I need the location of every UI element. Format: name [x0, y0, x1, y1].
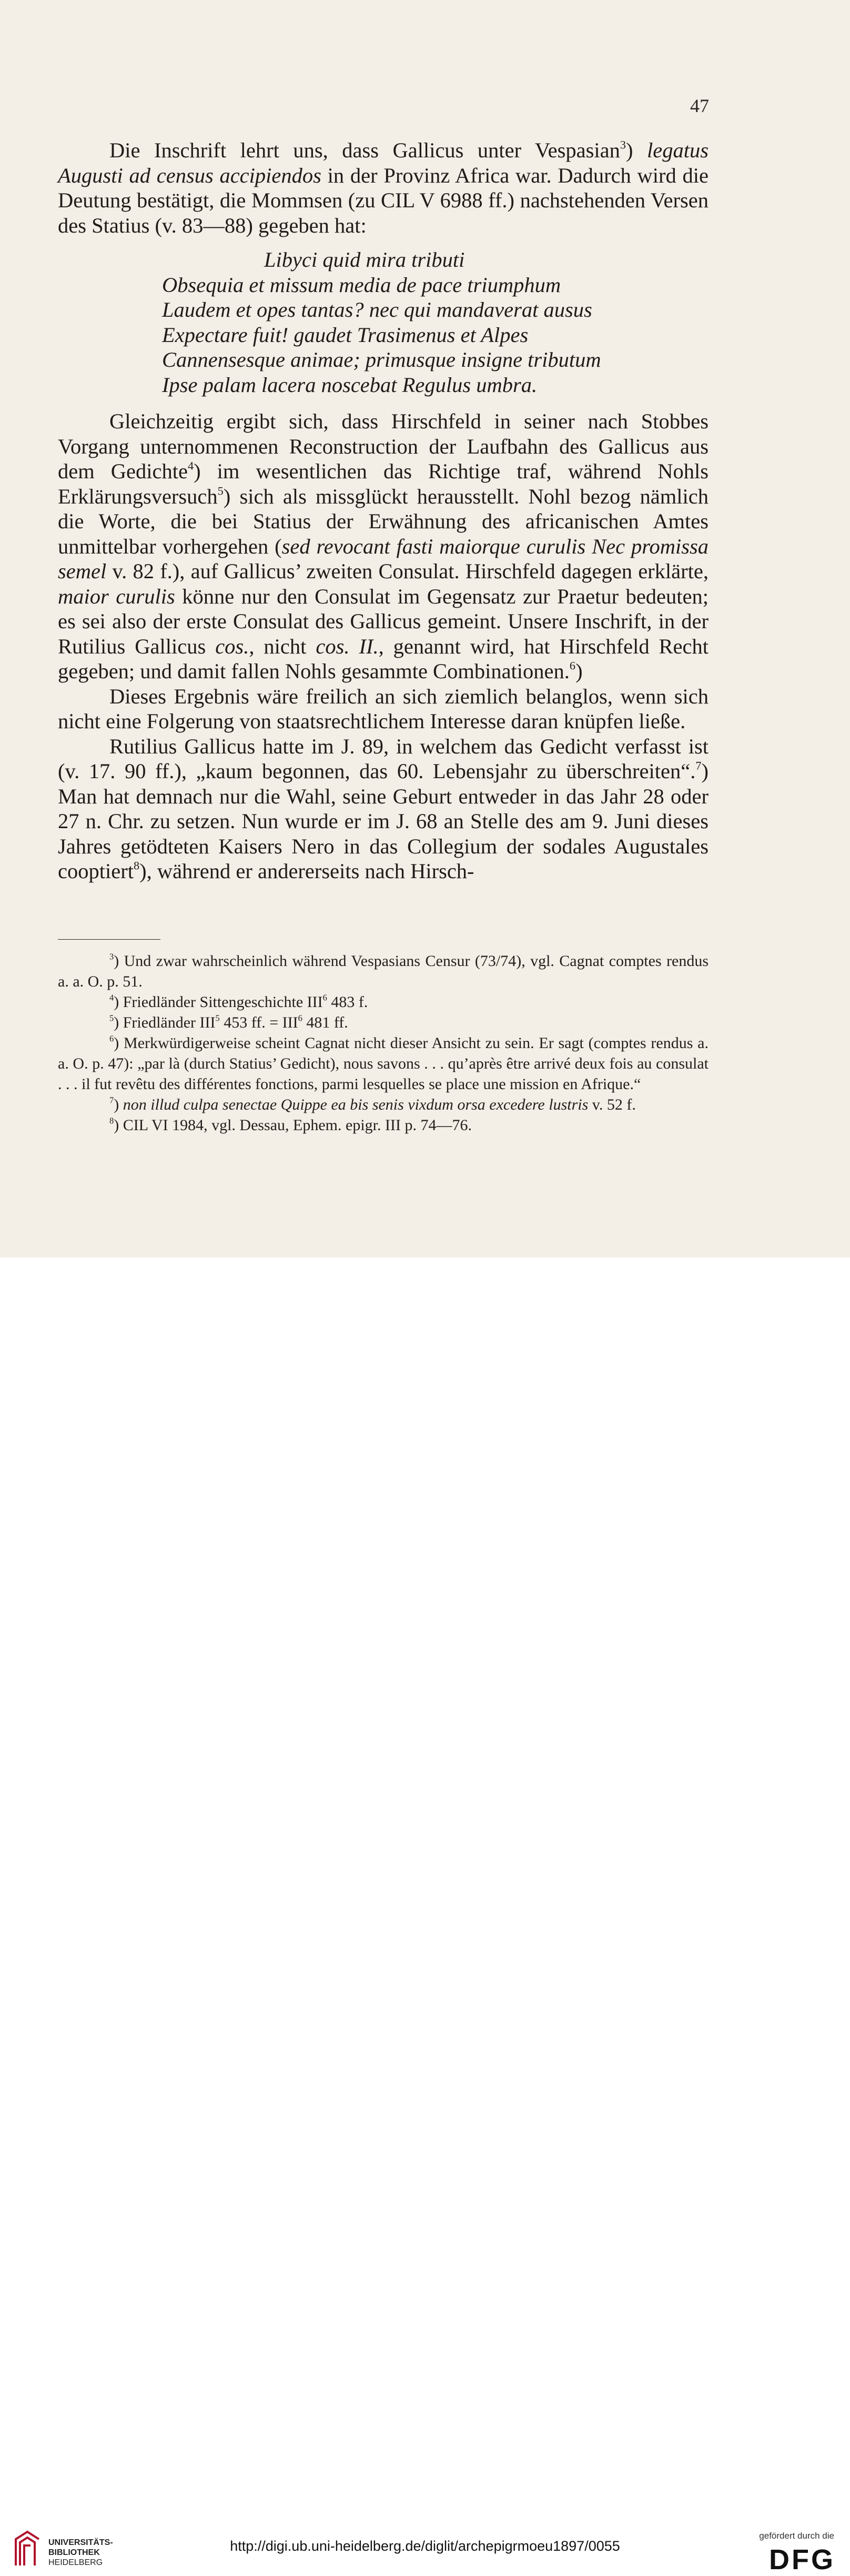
footnote-ref-6: 6: [569, 659, 576, 672]
dfg-logo: DFG: [769, 2544, 835, 2575]
source-url-link[interactable]: http://digi.ub.uni-heidelberg.de/diglit/archepigrmoeu1897/0055: [230, 2538, 620, 2554]
paragraph-4: Rutilius Gallicus hatte im J. 89, in welchem das Gedicht verfasst ist (v. 17. 90 ff.), „kaum begonnen, das 60. Lebensjahr zu überschreiten“.$^7$) Man hat demnach nur die Wahl, seine Geburt entweder in das Jahr 28 oder 27 n. Chr. zu setzen. Nun wurde er im J. 68 an Stelle des am 9. Juni dieses Jahres getödteten Kaisers Nero in das Collegium der sodales Augustales cooptiert$^8$), während er andererseits nach Hirsch-: [58, 734, 709, 883]
footnote-ref-7: 7: [695, 759, 702, 772]
verse-line: Obsequia et missum media de pace triumphum: [162, 273, 561, 297]
verse-line: Expectare fuit! gaudet Trasimenus et Alpes: [162, 323, 529, 347]
verse-line: Ipse palam lacera noscebat Regulus umbra.: [162, 373, 538, 397]
paragraph-1: Die Inschrift lehrt uns, dass Gallicus unter Vespasian$^3$) legatus Augusti ad census accipiendos in der Provinz Africa war. Dadurch wird die Deutung bestätigt, die Mommsen (zu CIL V 6988 ff.) nachstehenden Versen des Statius (v. 83—88) gegeben hat:: [58, 138, 709, 237]
funding-caption: gefördert durch die: [759, 2531, 834, 2541]
page-number: 47: [690, 95, 709, 116]
footnote-7: $^7$) non illud culpa senectae Quippe ea bis senis vixdum orsa excedere lustris v. 52 f.: [109, 1095, 636, 1113]
footnote-8: $^8$) CIL VI 1984, vgl. Dessau, Ephem. epigr. III p. 74—76.: [109, 1115, 472, 1134]
footnote-4: $^4$) Friedländer Sittengeschichte III$^6$ 483 f.: [109, 992, 368, 1011]
body-text: [58, 138, 709, 884]
footnote-6: $^6$) Merkwürdigerweise scheint Cagnat nicht dieser Ansicht zu sein. Er sagt (comptes rendus a. a. O. p. 47): „par là (durch Statius’ Gedicht), nous savons . . . qu’après être arrivé deux fois au consulat . . . il fut revêtu des différentes fonctions, parmi lesquelles se place une mission en Afrique.“: [58, 1033, 709, 1093]
library-name: UNIVERSITÄTS- BIBLIOTHEK HEIDELBERG: [48, 2538, 113, 2567]
statius-verse-quote: [162, 247, 709, 397]
footnote-5: $^5$) Friedländer III$^5$ 453 ff. = $III^6$ 481 ff.: [109, 1013, 348, 1031]
scanned-page: [0, 0, 850, 1257]
verse-line: Cannensesque animae; primusque insigne tributum: [162, 348, 601, 371]
footnote-ref-4: 4: [187, 459, 194, 472]
footnote-ref-3: 3: [620, 138, 626, 152]
footnote-3: $^3$) Und zwar wahrscheinlich während Vespasians Censur (73/74), vgl. Cagnat comptes rendus a. a. O. p. 51.: [58, 951, 709, 990]
verse-line: Libyci quid mira tributi: [264, 248, 465, 271]
footnote-ref-5: 5: [217, 484, 224, 497]
paragraph-3: Dieses Ergebnis wäre freilich an sich ziemlich belanglos, wenn sich nicht eine Folgerung von staatsrechtlichem Interesse daran knüpfen ließe.: [58, 684, 709, 733]
digitization-footer: [0, 1257, 850, 2575]
footnotes: [58, 951, 709, 1135]
footnote-ref-8: 8: [133, 859, 140, 872]
verse-line: Laudem et opes tantas? nec qui mandaverat ausus: [162, 298, 592, 321]
footnote-divider: [58, 939, 160, 940]
paragraph-2: Gleichzeitig ergibt sich, dass Hirschfeld in seiner nach Stobbes Vorgang unternommenen Reconstruction der Laufbahn des Gallicus aus dem Gedichte$^4$) im wesentlichen das Richtige traf, während Nohls Erklärungsversuch$^5$) sich als missglückt herausstellt. Nohl bezog nämlich die Worte, die bei Statius der Erwähnung des africanischen Amtes unmittelbar vorhergehen (sed revocant fasti maiorque curulis Nec promissa semel v. 82 f.), auf Gallicus’ zweiten Consulat. Hirschfeld dagegen erklärte, maior curulis könne nur den Consulat im Gegensatz zur Praetur bedeuten; es sei also der erste Consulat des Gallicus gemeint. Unsere Inschrift, in der Rutilius Gallicus cos., nicht cos. II., genannt wird, hat Hirschfeld Recht gegeben; und damit fallen Nohls gesammte Combinationen.$^6$): [58, 409, 709, 683]
